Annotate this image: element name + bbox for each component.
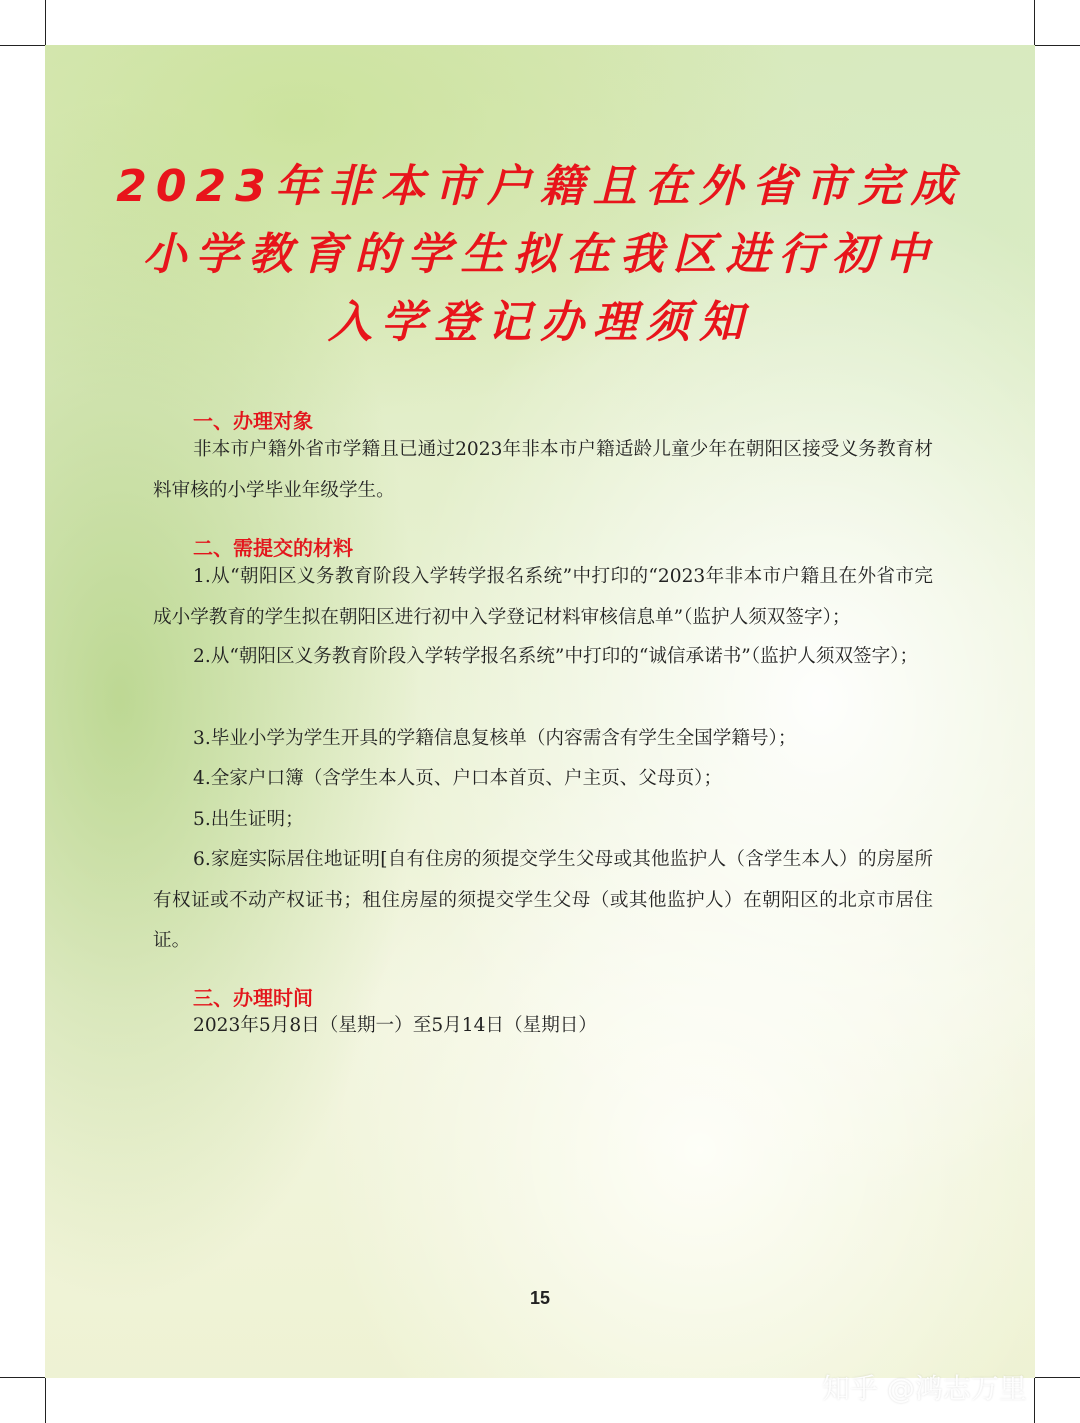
crop-mark — [45, 0, 46, 45]
watermark: 知乎 @鸿志万里 — [822, 1372, 1027, 1405]
crop-mark — [1034, 0, 1035, 45]
material-item-6: 6.家庭实际居住地证明[自有住房的须提交学生父母或其他监护人（含学生本人）的房屋所有权证或不动产权证书；租住房屋的须提交学生父母（或其他监护人）在朝阳区的北京市居住证。 — [153, 849, 933, 951]
material-item-4: 4.全家户口簿（含学生本人页、户口本首页、户主页、父母页）； — [193, 768, 723, 789]
crop-mark — [1035, 1377, 1080, 1378]
paragraph-time: 2023年5月8日（星期一）至5月14日（星期日） — [193, 1015, 597, 1036]
crop-mark — [0, 45, 45, 46]
title-line-3: 入学登记办理须知 — [328, 297, 752, 348]
crop-mark — [1035, 45, 1080, 46]
crop-mark — [0, 1377, 45, 1378]
material-item-5: 5.出生证明； — [193, 809, 304, 830]
crop-mark — [45, 1378, 46, 1423]
page-margin-top — [0, 0, 1080, 45]
section-heading-time: 三、办理时间 — [193, 986, 313, 1010]
title-line-1: 2023年非本市户籍且在外省市完成 — [116, 161, 964, 212]
crop-mark — [1034, 1378, 1035, 1423]
section-heading-target: 一、办理对象 — [193, 409, 313, 433]
material-item-2: 2.从“朝阳区义务教育阶段入学转学报名系统”中打印的“诚信承诺书”（监护人须双签字）； — [193, 646, 919, 667]
title-line-2: 小学教育的学生拟在我区进行初中 — [142, 229, 938, 280]
material-item-3: 3.毕业小学为学生开具的学籍信息复核单（内容需含有学生全国学籍号）； — [193, 728, 797, 749]
section-heading-materials: 二、需提交的材料 — [193, 536, 353, 560]
page-number: 15 — [529, 1288, 551, 1308]
material-item-1: 1.从“朝阳区义务教育阶段入学转学报名系统”中打印的“2023年非本市户籍且在外省市完成小学教育的学生拟在朝阳区进行初中入学登记材料审核信息单”（监护人须双签字）； — [153, 566, 933, 628]
paragraph-target: 非本市户籍外省市学籍且已通过2023年非本市户籍适龄儿童少年在朝阳区接受义务教育材料审核的小学毕业年级学生。 — [153, 439, 933, 501]
